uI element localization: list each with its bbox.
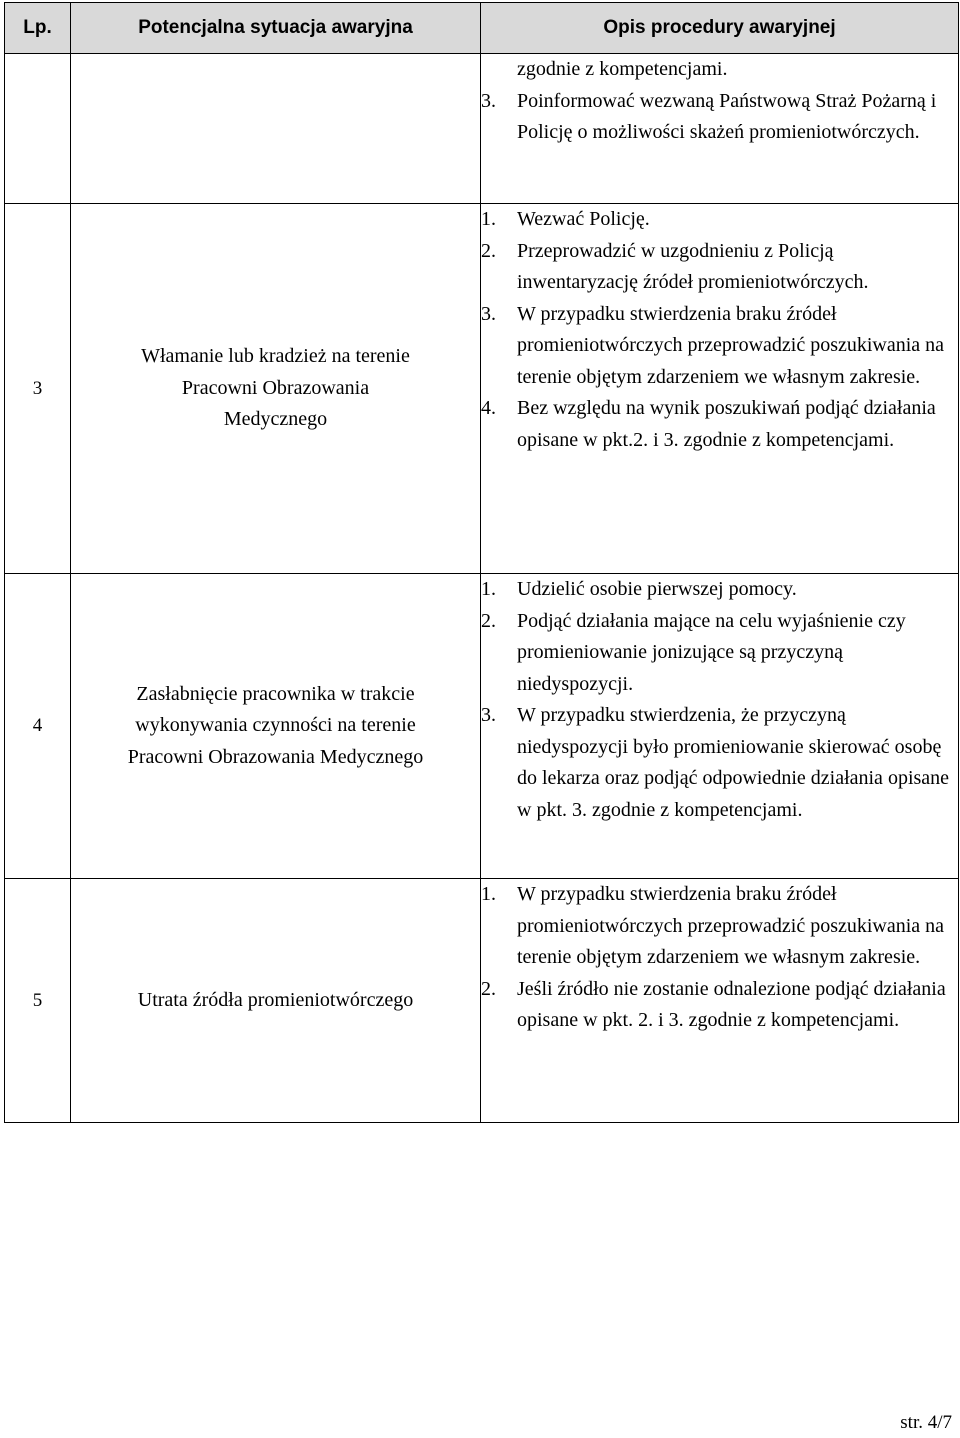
procedure-step (481, 86, 958, 149)
step-text: W przypadku stwierdzenia braku źródeł promieniotwórczych przeprowadzić poszukiwania na terenie objętym zdarzeniem we własnym zakresie. (517, 883, 945, 968)
header-procedure: Opis procedury awaryjnej (481, 3, 959, 54)
table-header-row (5, 3, 959, 54)
situation-text: Zasłabnięcie pracownika w trakcie wykonywania czynności na terenie Pracowni Obrazowania Medycznego (127, 682, 424, 768)
table-row (5, 879, 959, 1123)
procedure-continuation-line: zgodnie z kompetencjami. (517, 58, 728, 80)
procedure-cell (481, 204, 959, 574)
step-text: Bez względu na wynik poszukiwań podjąć działania opisane w pkt.2. i 3. zgodnie z kompetencjami. (517, 397, 936, 451)
situation-cell (71, 204, 481, 574)
step-text: Udzielić osobie pierwszej pomocy. (517, 578, 797, 600)
situation-text: Włamanie lub kradzież na terenie Pracowni Obrazowania Medycznego (141, 345, 410, 431)
step-number: 3. (481, 302, 496, 325)
procedure-cell (481, 879, 959, 1123)
table-row-continuation (5, 54, 959, 204)
procedure-step (481, 574, 958, 606)
step-text: Jeśli źródło nie zostanie odnalezione podjąć działania opisane w pkt. 2. i 3. zgodnie z kompetencjami. (517, 977, 946, 1031)
step-text: Przeprowadzić w uzgodnieniu z Policją inwentaryzację źródeł promieniotwórczych. (517, 239, 869, 293)
situation-cell (71, 879, 481, 1123)
step-number: 2. (481, 609, 496, 632)
procedure-step (481, 879, 958, 974)
step-text: Podjąć działania mające na celu wyjaśnienie czy promieniowanie jonizujące są przyczyną niedyspozycji. (517, 609, 906, 695)
step-text: W przypadku stwierdzenia braku źródeł promieniotwórczych przeprowadzić poszukiwania na terenie objętym zdarzeniem we własnym zakresie. (517, 302, 945, 388)
procedure-step (481, 393, 958, 456)
emergency-procedures-table (4, 2, 959, 1123)
lp-cell: 3 (5, 204, 71, 574)
procedure-step (481, 204, 958, 236)
situation-text: Utrata źródła promieniotwórczego (137, 988, 414, 1011)
procedure-cell (481, 574, 959, 879)
situation-cell-empty (71, 54, 481, 204)
page-number: str. 4/7 (900, 1412, 952, 1433)
lp-cell: 4 (5, 574, 71, 879)
step-number: 2. (481, 239, 496, 262)
table-row (5, 574, 959, 879)
table-row (5, 204, 959, 574)
header-lp: Lp. (5, 3, 71, 54)
step-number: 2. (481, 977, 496, 1000)
procedure-step (481, 700, 958, 826)
step-number: 1. (481, 208, 496, 230)
step-number: 3. (481, 89, 496, 112)
step-number: 1. (481, 578, 496, 600)
lp-cell-empty (5, 54, 71, 204)
procedure-step (481, 299, 958, 394)
lp-cell: 5 (5, 879, 71, 1123)
step-number: 4. (481, 397, 496, 419)
procedure-cell (481, 54, 959, 204)
step-text: W przypadku stwierdzenia, że przyczyną niedyspozycji było promieniowanie skierować osobę do lekarza oraz podjąć odpowiednie działania opisane w pkt. 3. zgodnie z kompetencjami. (517, 704, 950, 821)
procedure-step (481, 974, 958, 1037)
header-situation: Potencjalna sytuacja awaryjna (71, 3, 481, 54)
procedure-step (481, 606, 958, 701)
step-number: 3. (481, 704, 496, 726)
procedure-step (481, 236, 958, 299)
step-text: Wezwać Policję. (517, 208, 650, 230)
step-number: 1. (481, 883, 496, 905)
step-text: Poinformować wezwaną Państwową Straż Pożarną i Policję o możliwości skażeń promieniotwórczych. (517, 89, 937, 143)
situation-cell (71, 574, 481, 879)
